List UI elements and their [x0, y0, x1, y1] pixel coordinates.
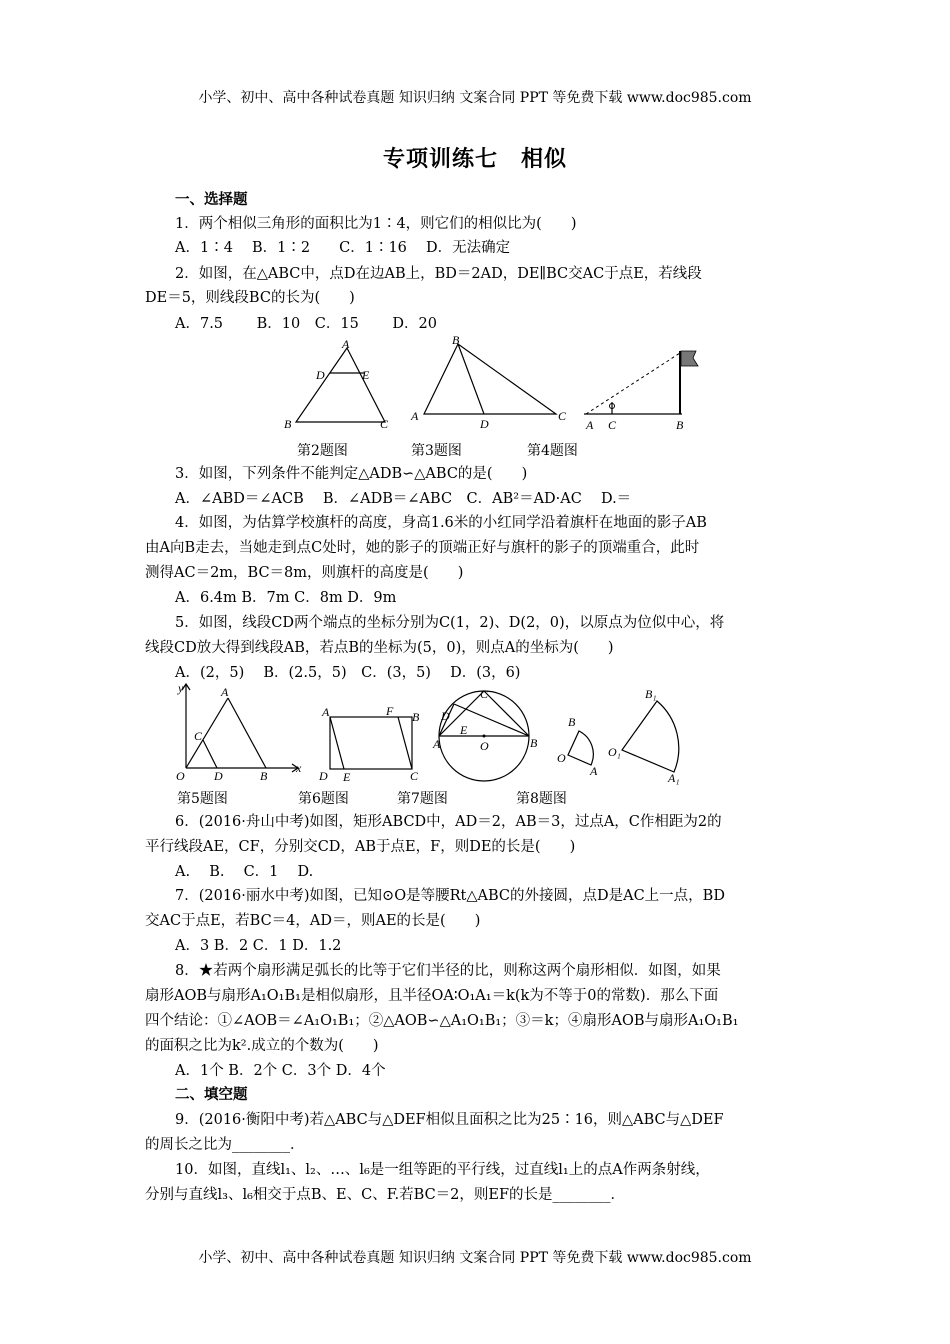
fig-label: A₁	[668, 771, 680, 785]
question-line: 10．如图，直线l₁、l₂、…、l₆是一组等距的平行线，过直线l₁上的点A作两条射线，	[175, 1162, 710, 1178]
fig-label: E	[362, 368, 370, 382]
question-line: 6．(2016·舟山中考)如图，矩形ABCD中，AD＝2，AB＝3，过点A，C作相距为2的	[175, 814, 722, 830]
figure-caption: 第2题图	[297, 443, 348, 459]
question-line: 5．如图，线段CD两个端点的坐标分别为C(1，2)、D(2，0)，以原点为位似中心，将	[175, 615, 725, 631]
fig-label: C	[558, 409, 567, 423]
answer-options: A. B. C．1 D.	[175, 864, 314, 880]
question-line: 由A向B走去，当她走到点C处时，她的影子的顶端正好与旗杆的影子的顶端重合，此时	[145, 540, 700, 556]
figure-caption: 第8题图	[516, 791, 567, 807]
fig-label: E	[460, 723, 468, 737]
fig-label: A	[322, 705, 330, 719]
page-header: 小学、初中、高中各种试卷真题 知识归纳 文案合同 PPT 等免费下载 www.doc985.com	[198, 90, 752, 106]
fig-label: A	[411, 409, 419, 423]
fig-label: B₁	[645, 687, 657, 701]
answer-options: A．3 B．2 C．1 D．1.2	[175, 938, 342, 954]
figure-q6	[316, 700, 426, 785]
question-line: 交AC于点E，若BC＝4，AD＝，则AE的长是( )	[145, 913, 481, 929]
question-line: 的面积之比为k².成立的个数为( )	[145, 1038, 379, 1054]
question-line: 3．如图，下列条件不能判定△ADB∽△ABC的是( )	[175, 466, 528, 482]
question-line: 1．两个相似三角形的面积比为1∶4，则它们的相似比为( )	[175, 216, 577, 232]
answer-options: A．1∶4 B．1∶2 C．1∶16 D．无法确定	[175, 240, 511, 256]
fig-label: B	[284, 417, 292, 431]
fig-label: B	[412, 710, 420, 724]
figure-caption: 第5题图	[177, 791, 228, 807]
fig-label: O	[176, 769, 185, 783]
fig-label: D	[214, 769, 223, 783]
question-line: 8．★若两个扇形满足弧长的比等于它们半径的比，则称这两个扇形相似．如图，如果	[175, 963, 721, 979]
fig-label: C	[608, 418, 617, 432]
question-line: 7．(2016·丽水中考)如图，已知⊙O是等腰Rt△ABC的外接圆，点D是AC上一点，BD	[175, 888, 725, 904]
answer-options: A．1个 B．2个 C．3个 D．4个	[175, 1063, 386, 1079]
fig-label: A	[342, 337, 350, 351]
section-heading: 二、填空题	[175, 1086, 248, 1103]
fig-label: O	[480, 739, 489, 753]
fig-label: A	[586, 418, 594, 432]
fig-label: C	[410, 769, 419, 783]
question-line: 线段CD放大得到线段AB，若点B的坐标为(5，0)，则点A的坐标为( )	[145, 640, 614, 656]
fig-label: D	[316, 368, 325, 382]
fig-label: x	[296, 761, 302, 775]
fig-label: B	[676, 418, 684, 432]
fig-label: F	[386, 704, 394, 718]
fig-label: B	[452, 333, 460, 347]
fig-label: D	[480, 417, 489, 431]
fig-label: B	[260, 769, 268, 783]
answer-options: A．∠ABD＝∠ACB B．∠ADB＝∠ABC C．AB²＝AD·AC D.＝	[175, 491, 632, 507]
fig-label: C	[480, 687, 489, 701]
figure-q8	[550, 684, 690, 784]
fig-label: O	[557, 751, 566, 765]
answer-options: A．(2，5) B．(2.5，5) C．(3，5) D．(3，6)	[175, 665, 521, 681]
figure-q3	[406, 332, 576, 432]
question-line: 4．如图，为估算学校旗杆的高度，身高1.6米的小红同学沿着旗杆在地面的影子AB	[175, 515, 707, 531]
question-line: DE＝5，则线段BC的长为( )	[145, 290, 355, 306]
fig-label: A	[221, 685, 229, 699]
question-line: 分别与直线l₃、l₆相交于点B、E、C、F.若BC＝2，则EF的长是________．	[145, 1187, 626, 1203]
fig-label: y	[178, 681, 184, 695]
figure-q4	[576, 346, 706, 436]
question-line: 平行线段AE，CF，分别交CD，AB于点E，F，则DE的长是( )	[145, 839, 576, 855]
fig-label: C	[380, 417, 389, 431]
fig-label: B	[568, 715, 576, 729]
section-heading: 一、选择题	[175, 191, 248, 208]
answer-options: A．6.4m B．7m C．8m D．9m	[175, 590, 397, 606]
figure-caption: 第7题图	[397, 791, 448, 807]
question-line: 9．(2016·衡阳中考)若△ABC与△DEF相似且面积之比为25∶16，则△ABC与△DEF	[175, 1112, 724, 1128]
figure-q7	[430, 684, 545, 784]
question-line: 测得AC＝2m，BC＝8m，则旗杆的高度是( )	[145, 565, 464, 581]
fig-label: A	[590, 764, 598, 778]
figure-caption: 第6题图	[298, 791, 349, 807]
figure-q5	[170, 680, 310, 785]
fig-label: D	[319, 769, 328, 783]
question-line: 2．如图，在△ABC中，点D在边AB上，BD＝2AD，DE∥BC交AC于点E，若线段	[175, 266, 702, 282]
page-footer: 小学、初中、高中各种试卷真题 知识归纳 文案合同 PPT 等免费下载 www.doc985.com	[198, 1250, 752, 1266]
fig-label: D	[441, 709, 450, 723]
question-line: 扇形AOB与扇形A₁O₁B₁是相似扇形，且半径OA∶O₁A₁＝k(k为不等于0的常数)．那么下面	[145, 988, 719, 1004]
fig-label: B	[530, 736, 538, 750]
figure-caption: 第4题图	[527, 443, 578, 459]
figure-caption: 第3题图	[411, 443, 462, 459]
fig-label: E	[343, 770, 351, 784]
fig-label: A	[433, 737, 441, 751]
question-line: 四个结论：①∠AOB＝∠A₁O₁B₁；②△AOB∽△A₁O₁B₁；③＝k；④扇形AOB与扇形A₁O₁B₁	[145, 1013, 739, 1029]
answer-options: A．7.5 B．10 C．15 D．20	[175, 316, 437, 332]
page-title: 专项训练七 相似	[382, 146, 567, 172]
fig-label: C	[194, 729, 203, 743]
fig-label: O₁	[608, 745, 621, 759]
figure-q2	[280, 338, 395, 433]
question-line: 的周长之比为________．	[145, 1137, 305, 1153]
